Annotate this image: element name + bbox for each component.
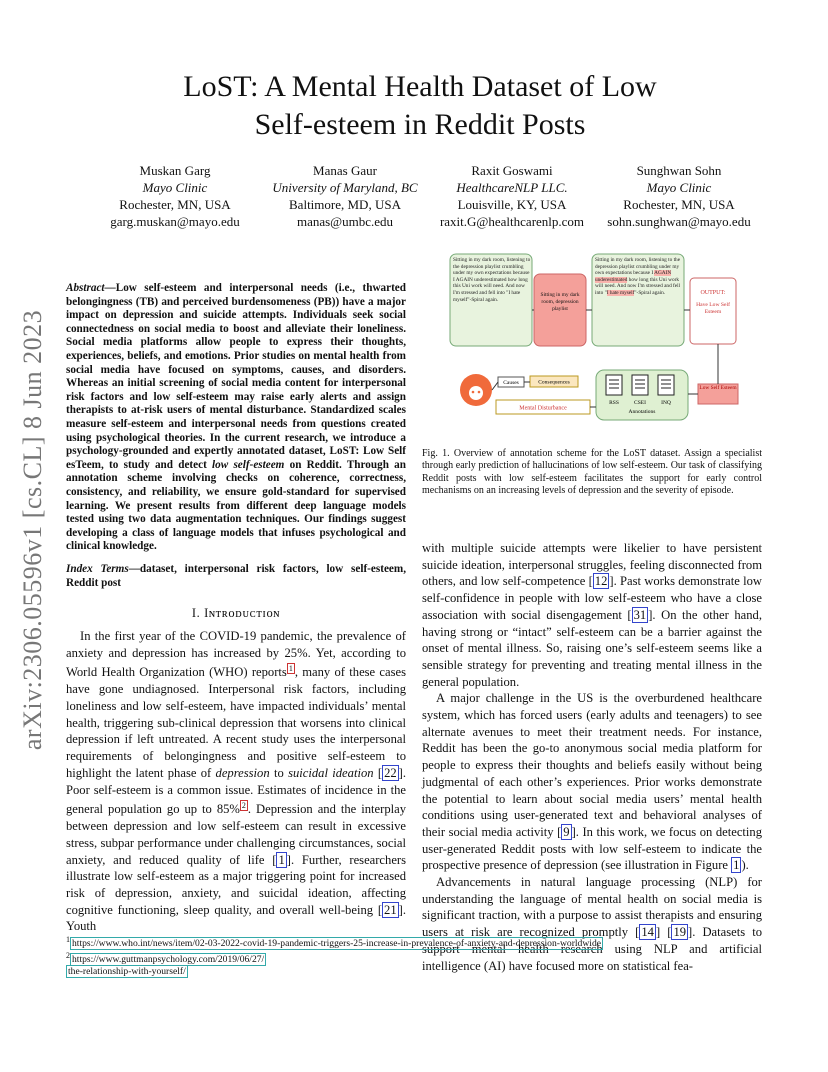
footnote-url-2[interactable]: https://www.guttmanpsychology.com/2019/06/27/ xyxy=(72,954,265,966)
citation-link[interactable]: 1 xyxy=(278,852,285,867)
figure-1 xyxy=(448,252,770,424)
footnote-2: $^2$ https://www.guttmanpsychology.com/2019/06/27/ xyxy=(66,951,265,966)
paper-title: LᴏST: A Mental Health Dataset of Low Self-esteem in Reddit Posts xyxy=(183,70,657,141)
csei-label: CSEI xyxy=(634,400,646,406)
mental-disturbance-label: Mental Disturbance xyxy=(519,405,567,412)
citation-link[interactable]: 14 xyxy=(641,925,654,940)
footnote-url-1[interactable]: https://www.who.int/news/item/02-03-2022-covid-19-pandemic-triggers-25-increase-in-prevalence-of-anxiety-and-depression-worldwide xyxy=(72,938,601,950)
index-terms: Index Terms—dataset, interpersonal risk factors, low self-esteem, Reddit post xyxy=(66,563,406,589)
document-icon xyxy=(658,375,674,395)
citation-link[interactable]: 9 xyxy=(563,824,570,839)
output-value: Have Low Self Esteem xyxy=(696,302,730,315)
figure-caption: Fig. 1. Overview of annotation scheme for the LoST dataset. Assign a specialist through early prediction of hallucinations of low self-esteem. Our task of classifying Reddit posts with low self-esteem facilitates the support for early control mechanisms on an increasing levels of depression and the severity of episode. xyxy=(422,448,762,497)
citation-link[interactable]: 21 xyxy=(384,902,397,917)
footnote-1: $^1$ https://www.who.int/news/item/02-03-2022-covid-19-pandemic-triggers-25-increase-in-prevalence-of-anxiety-and-depression-worldwide xyxy=(66,935,601,950)
author-2: Manas Gaur University of Maryland, BC Baltimore, MD, USA manas@umbc.edu xyxy=(272,163,418,229)
output-label: OUTPUT: xyxy=(700,290,726,296)
section-heading: I. Iɴᴛʀᴏᴅᴜᴄᴛɪᴏɴ xyxy=(191,606,281,620)
causes-label: Causes xyxy=(503,380,519,386)
inq-label: INQ xyxy=(661,400,671,406)
intro-left-column: In the first year of the COVID-19 pandemic, the prevalence of anxiety and depression has increased by 25%. Yet, according to World Health Organization (WHO) reports $^1$ , many of these cases have gone undiagnosed. Interpersonal risk factors, including loneliness and low self-esteem, have impacted individuals’ mental health, triggering sub-clinical depression that worsens into clinical depression if left untreated. A recent study uses the interpersonal requirements of belongingness and positive self-esteem to highlight the latent phase of depression to suicidal ideation [ 22 ]. Poor self-esteem is a common issue. Estimates of incidence in the general population go up to 85% $^2$ . Depression and the interplay between depression and low self-esteem can result in excessive stress, subpar performance under challenging circumstances, social anxiety, and reduced quality of life [ 1 ]. Further, researchers illustrate low self-esteem as a major triggering point for increased risk of depression, anxiety, and suicidal ideation, affecting cognitive functioning, sleep quality, and overall well-being [ 21 ]. Youth xyxy=(66,629,407,934)
consequences-label: Consequences xyxy=(538,379,570,386)
citation-link[interactable]: 12 xyxy=(594,574,608,589)
author-3: Raxit Goswami HealthcareNLP LLC. Louisville, KY, USA raxit.G@healthcarenlp.com xyxy=(439,163,585,229)
footnote-url-2-cont[interactable]: the-relationship-with-yourself/ xyxy=(68,966,186,978)
citation-link[interactable]: 19 xyxy=(673,925,687,940)
low-self-esteem-label: Low Self Esteem xyxy=(699,385,737,391)
document-icon xyxy=(606,375,622,395)
author-1: Muskan Garg Mayo Clinic Rochester, MN, USA garg.muskan@mayo.edu xyxy=(110,163,240,229)
footnotes xyxy=(66,934,766,978)
figure-link[interactable]: 1 xyxy=(733,858,740,873)
rss-label: RSS xyxy=(609,400,619,406)
citation-link[interactable]: 31 xyxy=(633,607,647,622)
author-4: Sunghwan Sohn Mayo Clinic Rochester, MN, USA sohn.sunghwan@mayo.edu xyxy=(607,163,751,229)
footnote-link-1[interactable]: 1 xyxy=(288,664,293,674)
arxiv-stamp: arXiv:2306.05596v1 [cs.CL] 8 Jun 2023 xyxy=(18,309,47,751)
abstract: Abstract—Low self-esteem and interpersonal needs (i.e., thwarted belongingness (TB) and perceived burdensomeness (PB)) have a major impact on depression and suicide attempts. Individuals seek social connectedness on social media to boost and alleviate their loneliness. Social media platforms allow people to express their thoughts, experiences, beliefs, and emotions. Prior studies on mental health from social media have focused on symptoms, causes, and disorders. Whereas an initial screening of social media content for interpersonal risk factors and low self-esteem may raise early alerts and assign therapists to at-risk users of mental disturbance. Standardized scales measure self-esteem and interpersonal needs from questions created using psychological theories. In the current research, we introduce a psychology-grounded and expertly annotated dataset, LoST: Low Self esTeem, to study and detect low self-esteem on Reddit. Through an annotation scheme involving checks on coherence, correctness, consistency, and reliability, we ensure gold-standard for supervised learning. We present results from different deep language models tested using two data augmentation techniques. Our findings suggest developing a class of language models that infuses psychological and clinical knowledge. xyxy=(66,282,406,553)
intro-right-column: with multiple suicide attempts were likelier to have persistent suicide ideation, interpersonal struggles, feeling disconnected from others, and low self-competence [ 12 ]. Past works demonstrate low self-confidence in people with low self-esteem who have a close association with social disengagement [ 31 ]. On the other hand, having strong or “intact” self-esteem can be a barrier against the onset of mental illness. So, raising one’s self-esteem seems like a sensible strategy for preventing and treating mental illness in the general population. A major challenge in the US is the overburdened healthcare system, which has forced users (early adults and teenagers) to see alternate avenues to meet their treatment needs. For instance, Reddit has been the go-to anonymous social media platform for people to express their thoughts and beliefs easily without being judgmental of each other’s experiences. Prior works demonstrate the potential to learn about social media users’ mental health conditions using user-generated text and behavioral analyses of their social media activity [ 9 ]. In this work, we focus on detecting user-generated Reddit posts with low self-esteem to indicate the prospective presence of depression (see illustration in Figure 1 ). Advancements in natural language processing (NLP) for understanding the language of mental health on social media is significant traction, with a purpose to assist therapists and ensuring users at risk are recognized promptly [ 14 ] [ 19 ]. Datasets to support mental health research using NLP and artificial intelligence (AI) have focused more on statistical fea- xyxy=(422,541,763,973)
annotations-label: Annotations xyxy=(628,409,656,415)
footnote-2-cont xyxy=(66,966,766,978)
document-icon xyxy=(632,375,648,395)
footnote-link-2[interactable]: 2 xyxy=(241,801,246,811)
citation-link[interactable]: 22 xyxy=(384,765,397,780)
annotated-post-text: Sitting in my dark room, listening to the depression playlist crumbling under my own expectations because I AGAIN underestimated how long this Uni work will need. And now I'm stressed and fell into "I hate myself"-Spiral again. xyxy=(595,257,681,296)
cause-text: Sitting in my dark room, depression playlist xyxy=(540,292,580,312)
post-text: Sitting in my dark room, listening to the depression playlist crumbling under my own expectations because I AGAIN underestimated how long this Uni work will need. And now I'm stressed and fell into "I hate myself"-Spiral again. xyxy=(453,257,531,303)
